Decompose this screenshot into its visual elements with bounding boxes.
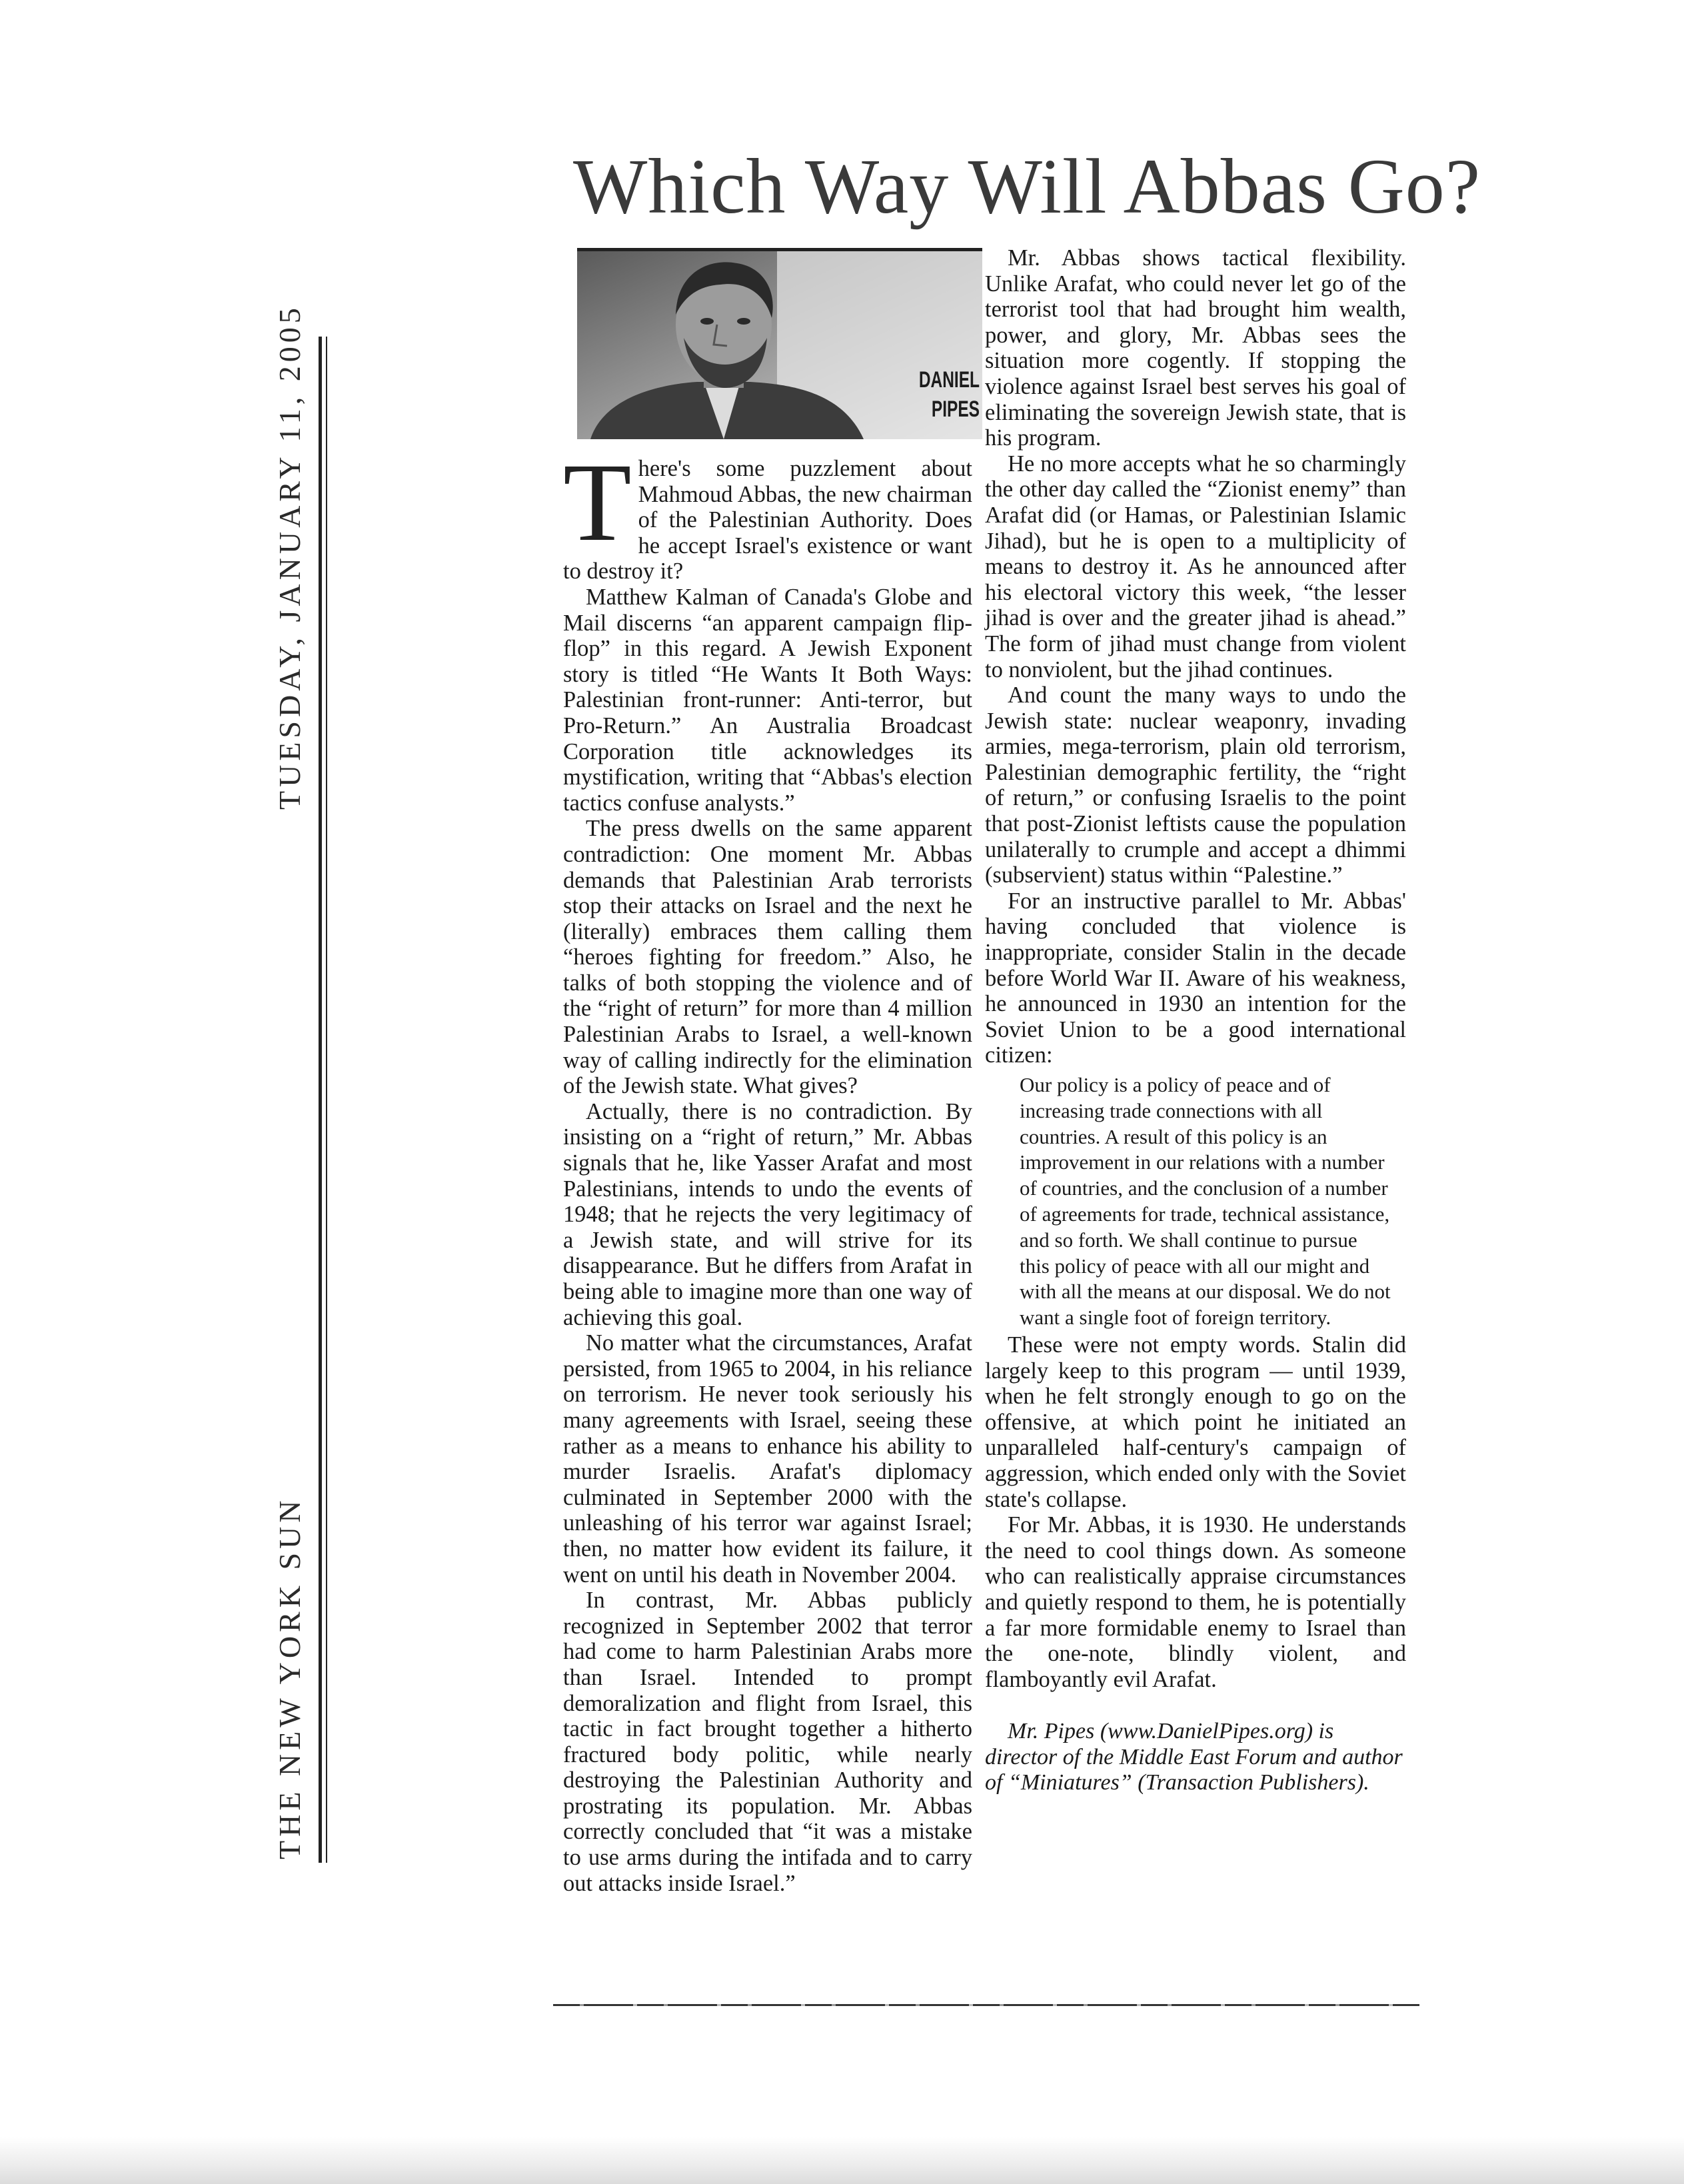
scan-edge-shadow	[0, 2137, 1684, 2184]
author-first-name: DANIEL	[918, 367, 980, 393]
stalin-quote: Our policy is a policy of peace and of increasing trade connections with all countries. A result of this policy is an improvement in our relations with a number of countries, and the conclusion of a number of agreements for trade, technical assistance, and so forth. We shall continue to pursue this policy of peace with all our might and with all the means at our disposal. We do not want a single foot of foreign territory.	[1020, 1073, 1391, 1330]
paragraph-11: These were not empty words. Stalin did largely keep to this program — until 1939, when he felt strongly enough to go on the offensive, at which point he initiated an unparalleled half-century's campaign of aggression, which ended only with the Soviet state's collapse.	[985, 1332, 1406, 1512]
author-note: Mr. Pipes (www.DanielPipes.org) is director of the Middle East Forum and author of “Miniatures” (Transaction Publishers).	[985, 1719, 1403, 1795]
paragraph-5: No matter what the circumstances, Arafat persisted, from 1965 to 2004, in his reliance on terrorism. He never took seriously his many agreements with Israel, seeing these rather as a means to enhance his ability to murder Israelis. Arafat's diplomacy culminated in September 2000 with the unleashing of his terror war against Israel; then, no matter how evident its failure, it went on until his death in November 2004.	[563, 1330, 972, 1588]
paragraph-10: For an instructive parallel to Mr. Abbas' having concluded that violence is inappropriate, consider Stalin in the decade before World War II. Aware of his weakness, he announced in 1930 an intention for the Soviet Union to be a good international citizen:	[985, 888, 1406, 1068]
bottom-rule	[553, 2004, 1419, 2006]
paragraph-1-text: here's some puzzlement about Mahmoud Abbas, the new chairman of the Palestinian Authority. Does he accept Israel's existence or want to destroy it?	[563, 456, 972, 584]
paragraph-1	[563, 441, 972, 584]
paragraph-8: He no more accepts what he so charmingly the other day called the “Zionist enemy” than Arafat did (or Hamas, or Palestinian Islamic Jihad), but he is open to a multiplicity of means to destroy it. As he announced after his electoral victory this week, “the lesser jihad is over and the greater jihad is ahead.” The form of jihad must change from violent to nonviolent, but the jihad continues.	[985, 451, 1406, 682]
article-column-1	[563, 441, 972, 1896]
paragraph-2: Matthew Kalman of Canada's Globe and Mail discerns “an apparent campaign flip-flop” in this regard. A Jewish Exponent story is titled “He Wants It Both Ways: Palestinian front-runner: Anti-terror, but Pro-Return.” An Australia Broadcast Corporation title acknowledges its mystification, writing that “Abbas's election tactics confuse analysts.”	[563, 584, 972, 816]
author-last-name: PIPES	[931, 397, 980, 422]
paragraph-6: In contrast, Mr. Abbas publicly recognized in September 2002 that terror had come to harm Palestinian Arabs more than Israel. Intended to prompt demoralization and flight from Israel, this tactic in fact brought together a hitherto fractured body politic, while nearly destroying the Palestinian Authority and prostrating its population. Mr. Abbas correctly concluded that “it was a mistake to use arms during the intifada and to carry out attacks inside Israel.”	[563, 1588, 972, 1896]
paragraph-9: And count the many ways to undo the Jewish state: nuclear weaponry, invading armies, mega-terrorism, plain old terrorism, Palestinian demographic fertility, the “right of return,” or confusing Israelis to the point that post-Zionist leftists cause the population unilaterally to crumple and accept a dhimmi (subservient) status within “Palestine.”	[985, 682, 1406, 888]
article-column-2	[985, 245, 1406, 1796]
byline	[912, 365, 980, 424]
margin-rule-thin	[326, 337, 327, 1863]
newspaper-name: THE NEW YORK SUN	[273, 1496, 307, 1859]
paragraph-12: For Mr. Abbas, it is 1930. He understands the need to cool things down. As someone who can realistically appraise circumstances and quietly respond to them, he is potentially a far more formidable enemy to Israel than the one-note, blindly violent, and flamboyantly evil Arafat.	[985, 1512, 1406, 1692]
headline: Which Way Will Abbas Go?	[573, 143, 1481, 230]
paragraph-7: Mr. Abbas shows tactical flexibility. Unlike Arafat, who could never let go of the terrorist tool that had brought him wealth, power, and glory, Mr. Abbas sees the situation more cogently. If stopping the violence against Israel best serves his goal of eliminating the sovereign Jewish state, that is his program.	[985, 245, 1406, 451]
margin-rule-thick	[319, 337, 322, 1863]
paragraph-3: The press dwells on the same apparent contradiction: One moment Mr. Abbas demands that Palestinian Arab terrorists stop their attacks on Israel and the next he (literally) embraces them calling them “heroes fighting for freedom.” Also, he talks of both stopping the violence and of the “right of return” for more than 4 million Palestinian Arabs to Israel, a well-known way of calling indirectly for the elimination of the Jewish state. What gives?	[563, 816, 972, 1099]
publication-date: TUESDAY, JANUARY 11, 2005	[273, 304, 307, 810]
paragraph-4: Actually, there is no contradiction. By insisting on a “right of return,” Mr. Abbas signals that he, like Yasser Arafat and most Palestinians, intends to undo the events of 1948; that he rejects the very legitimacy of a Jewish state, and will strive for its disappearance. But he differs from Arafat in being able to imagine more than one way of achieving this goal.	[563, 1098, 972, 1330]
drop-cap: T	[563, 441, 632, 564]
